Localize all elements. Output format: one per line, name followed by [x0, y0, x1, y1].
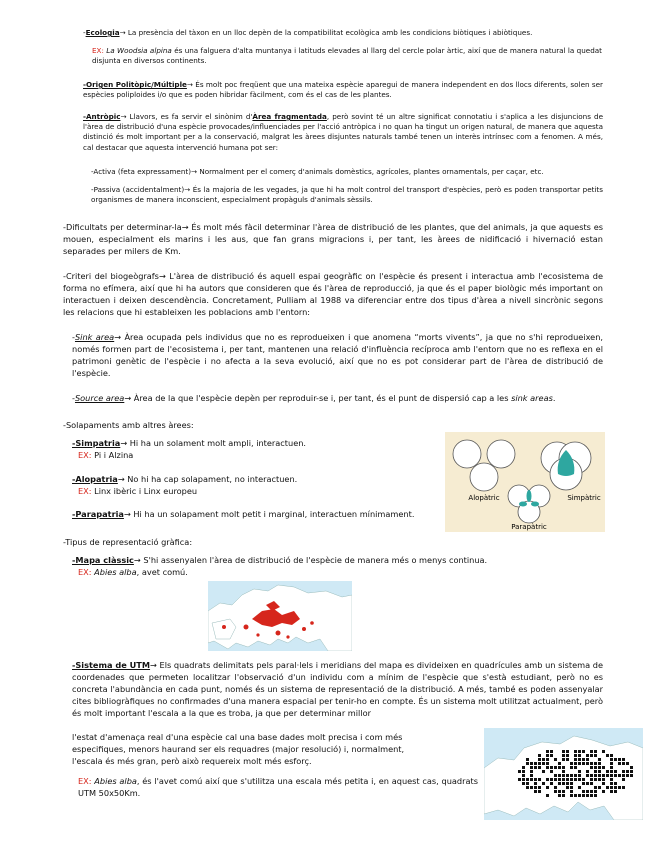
parapatric-overlap-right [531, 502, 539, 507]
utm-square [558, 782, 561, 785]
classic-map-svg [208, 581, 352, 651]
utm-square [558, 794, 561, 797]
paragraph-origen-politopic: -Origen Politòpic/Múltiple→ És molt poc freqüent que una mateixa espècie aparegui de manera independent en dos llocs diferents, solen ser espècies poliploides i/o que es poden hibridar fàcilment, com és el cas de les plantes. [83, 80, 604, 100]
utm-square [562, 754, 565, 757]
utm-square [562, 766, 565, 769]
utm-square [610, 790, 613, 793]
utm-square [550, 754, 553, 757]
utm-square [578, 786, 581, 789]
item-mapa-classic: -Mapa clàssic→ S'hi assenyalen l'àrea de distribució de l'espècie de manera més o menys continua. EX: Abies alba, avet comú. [72, 555, 488, 577]
utm-square [558, 778, 561, 781]
utm-square [622, 758, 625, 761]
utm-square [574, 774, 577, 777]
utm-square [558, 774, 561, 777]
utm-square [602, 790, 605, 793]
utm-square [618, 774, 621, 777]
utm-square [546, 794, 549, 797]
utm-square [566, 782, 569, 785]
utm-square [570, 794, 573, 797]
utm-square [598, 762, 601, 765]
utm-square [586, 790, 589, 793]
utm-square [602, 782, 605, 785]
utm-square [554, 790, 557, 793]
utm-square [622, 786, 625, 789]
utm-square [538, 762, 541, 765]
term-sink-area: Sink area [74, 332, 115, 342]
alopatric-circle-a [453, 440, 481, 468]
paragraph-antropic: -Antròpic→ Llavors, es fa servir el sinònim d'Àrea fragmentada, però sovint té un altre significat connotatiu i s'aplica a les disjuncions de l'àrea de distribució d'una espècie provocades/influenciades per l'acció antròpica i no quan ha tingut un origen natural, de manera que aquesta distinció és molt important per a la conservació, malgrat les àrees disjuntes naturals també tenen un interès intrínsec com a fenomen. A més, cal destacar que aquesta intervenció humana pot ser: [83, 112, 603, 152]
utm-square [602, 774, 605, 777]
utm-square [562, 774, 565, 777]
utm-square [534, 786, 537, 789]
item-alopatria: -Alopatria→ No hi ha cap solapament, no interactuen. EX: Linx ibèric i Linx europeu [72, 474, 298, 496]
utm-square [566, 758, 569, 761]
paragraph-criteri: -Criteri del biogeògrafs→ L'àrea de distribució és aquell espai geogràfic on l'espècie és present i interactua amb l'ecosistema de forma no efímera, així que hi ha autors que consideren que és l'àrea de reproducció, ja que és el paper biològic més important on interactuen i deixen descendència. Concretament, Pulliam al 1988 va diferenciar entre dos tipus d'àrea a nivell sincrònic segons les relacions que hi estableixen les poblacions amb l'entorn: [63, 271, 603, 317]
utm-square [534, 778, 537, 781]
utm-square [622, 774, 625, 777]
utm-square [598, 774, 601, 777]
utm-square [626, 774, 629, 777]
utm-square [546, 766, 549, 769]
utm-square [558, 762, 561, 765]
label-parapatric: Parapàtric [511, 523, 547, 531]
utm-square [526, 778, 529, 781]
item-simpatria: -Simpatria→ Hi ha un solament molt ampli, interactuen. EX: Pi i Alzina [72, 438, 307, 460]
utm-square [606, 770, 609, 773]
utm-square [554, 766, 557, 769]
utm-square [582, 762, 585, 765]
utm-square [530, 778, 533, 781]
utm-square [594, 794, 597, 797]
utm-square [530, 786, 533, 789]
utm-square [570, 762, 573, 765]
utm-square [582, 758, 585, 761]
paragraph-sink-area: -Sink area→ Àrea ocupada pels individus que no es reprodueixen i que anomena “morts vivents”, ja que no s'hi reprodueixen, només formen part de l'ecosistema i, per tant, mantenen una relació d'influència recíproca amb l'entorn que no es reflexa en el patrimoni genètic de l'espècie i no afecta a la seva evolució, així que no es pot considerar part de l'àrea de distribució de l'espècie. [72, 332, 603, 378]
utm-square [582, 790, 585, 793]
utm-square [626, 770, 629, 773]
utm-square [594, 750, 597, 753]
utm-square [594, 786, 597, 789]
utm-square [530, 766, 533, 769]
utm-square [618, 758, 621, 761]
utm-square [602, 750, 605, 753]
distribution-patch-7 [286, 635, 289, 638]
utm-square [578, 778, 581, 781]
utm-square [610, 782, 613, 785]
utm-square [550, 770, 553, 773]
utm-square [610, 766, 613, 769]
utm-square [586, 754, 589, 757]
term-ecologia: Ecologia [85, 28, 120, 37]
utm-square [546, 758, 549, 761]
utm-square [522, 774, 525, 777]
utm-square [574, 766, 577, 769]
utm-square [562, 790, 565, 793]
utm-square [594, 774, 597, 777]
utm-square [594, 762, 597, 765]
utm-square [570, 766, 573, 769]
utm-square [586, 762, 589, 765]
utm-square [570, 778, 573, 781]
utm-square [534, 766, 537, 769]
utm-square [598, 786, 601, 789]
utm-square [574, 778, 577, 781]
utm-square [538, 758, 541, 761]
utm-square [614, 786, 617, 789]
utm-square [546, 778, 549, 781]
utm-square [622, 762, 625, 765]
utm-square [554, 774, 557, 777]
utm-square [590, 774, 593, 777]
utm-square [550, 766, 553, 769]
utm-square [590, 782, 593, 785]
utm-square [538, 786, 541, 789]
utm-square [562, 750, 565, 753]
utm-square [538, 754, 541, 757]
heading-solapaments: -Solapaments amb altres àrees: [63, 420, 194, 430]
utm-square [566, 778, 569, 781]
utm-square [622, 778, 625, 781]
utm-square [578, 762, 581, 765]
utm-square [622, 770, 625, 773]
utm-square [630, 766, 633, 769]
utm-square [606, 774, 609, 777]
paragraph-utm-continued: l'estat d'amenaça real d'una espècie cal una base dades molt precisa i com més especifiques, menors haurand ser els requadres (major resolució) i, normalment, l'escala és més gran, però això requereix molt més esforç. [72, 732, 405, 766]
utm-square [606, 786, 609, 789]
label-simpatric: Simpàtric [567, 494, 601, 502]
example-utm: EX: Abies alba, és l'avet comú així que s'utilitza una escala més petita i, en aquest cas, quadrats UTM 50x50Km. [78, 776, 478, 798]
utm-square [598, 770, 601, 773]
term-source-area: Source area [74, 393, 125, 403]
utm-square [550, 778, 553, 781]
utm-square [586, 794, 589, 797]
utm-square [554, 778, 557, 781]
utm-square [546, 754, 549, 757]
alopatric-circle-b [487, 440, 515, 468]
utm-square [598, 766, 601, 769]
utm-square [574, 762, 577, 765]
paragraph-utm: -Sistema de UTM→ Els quadrats delimitats pels paral·lels i meridians del mapa es divideixen en quadrícules amb un sistema de coordenades que permeten localitzar l'observació d'un individu com a mínim de l'espècie que s'està estudiant, però no es concreta l'abundància en cada punt, només és un sistema de representació de la distribució. A més, també es poden assenyalar cites bibliogràfiques no confirmades d'una manera espacial per tenir-ho en compte. És un sistema molt utilitzat actualment, però és molt important l'escala a la que es troba, ja que per determinar millor [72, 660, 604, 718]
label-alopatric: Alopàtric [468, 494, 500, 502]
utm-square [522, 778, 525, 781]
utm-square [630, 774, 633, 777]
utm-square [602, 778, 605, 781]
utm-square [574, 754, 577, 757]
utm-square [618, 762, 621, 765]
utm-square [630, 770, 633, 773]
distribution-patch-3 [276, 631, 281, 636]
utm-square [558, 766, 561, 769]
overlap-diagram [445, 432, 605, 532]
utm-square [570, 782, 573, 785]
utm-square [526, 786, 529, 789]
distribution-patch-4 [302, 627, 306, 631]
utm-square [562, 782, 565, 785]
utm-square [598, 778, 601, 781]
utm-square [614, 770, 617, 773]
utm-square [594, 778, 597, 781]
utm-square [614, 782, 617, 785]
utm-square [542, 758, 545, 761]
utm-square [566, 786, 569, 789]
utm-square [610, 778, 613, 781]
parapatric-overlap-top [527, 490, 532, 502]
utm-square [546, 786, 549, 789]
utm-square [538, 790, 541, 793]
utm-square [570, 786, 573, 789]
utm-square [558, 790, 561, 793]
utm-square [590, 766, 593, 769]
utm-square [566, 774, 569, 777]
utm-square [562, 770, 565, 773]
utm-grid-map [484, 728, 643, 820]
utm-square [582, 778, 585, 781]
utm-square [582, 750, 585, 753]
paragraph-activa: -Activa (feta expressament)→ Normalment per el comerç d'animals domèstics, agrícoles, plantes ornamentals, per caçar, etc. [91, 167, 544, 176]
utm-square [530, 770, 533, 773]
distribution-patch-1 [222, 625, 226, 629]
utm-square [590, 750, 593, 753]
utm-square [594, 754, 597, 757]
utm-square [546, 762, 549, 765]
utm-square [586, 782, 589, 785]
utm-square [586, 770, 589, 773]
utm-square [550, 750, 553, 753]
utm-square [522, 766, 525, 769]
utm-square [582, 782, 585, 785]
utm-square [578, 794, 581, 797]
alopatric-circle-c [470, 463, 498, 491]
utm-square [566, 750, 569, 753]
utm-square [522, 770, 525, 773]
utm-square [578, 754, 581, 757]
heading-tipus-representacio: -Tipus de representació gràfica: [63, 537, 193, 547]
utm-square [570, 790, 573, 793]
distribution-patch-2 [244, 625, 249, 630]
utm-square [518, 770, 521, 773]
utm-map-svg [484, 728, 643, 820]
utm-square [598, 758, 601, 761]
utm-square [578, 774, 581, 777]
utm-square [618, 786, 621, 789]
utm-square [518, 778, 521, 781]
utm-square [574, 794, 577, 797]
utm-square [578, 770, 581, 773]
utm-square [606, 754, 609, 757]
utm-square [574, 758, 577, 761]
utm-square [590, 778, 593, 781]
utm-square [522, 782, 525, 785]
utm-square [526, 758, 529, 761]
utm-square [614, 790, 617, 793]
utm-square [586, 774, 589, 777]
utm-square [614, 774, 617, 777]
utm-square [538, 766, 541, 769]
paragraph-source-area: -Source area→ Àrea de la que l'espècie depèn per reproduir-se i, per tant, és el punt de dispersió cap a les sink areas. [72, 393, 556, 403]
utm-square [578, 758, 581, 761]
utm-square [542, 770, 545, 773]
utm-square [586, 758, 589, 761]
utm-square [542, 762, 545, 765]
utm-square [610, 774, 613, 777]
utm-square [602, 766, 605, 769]
utm-square [562, 778, 565, 781]
utm-square [566, 754, 569, 757]
utm-square [554, 786, 557, 789]
paragraph-dificultats: -Dificultats per determinar-la→ És molt més fàcil determinar l'àrea de distribució de les plantes, que del animals, ja que aquests es mouen, especialment els marins i les aus, que fan grans migracions i, per tant, les àrees de nidificació i hivernació estan separades per milers de Km. [63, 222, 603, 256]
utm-square [534, 790, 537, 793]
utm-square [610, 786, 613, 789]
utm-square [610, 762, 613, 765]
utm-square [574, 750, 577, 753]
paragraph-passiva: -Passiva (accidentalment)→ És la majoria de les vegades, ja que hi ha molt control del transport d'espècies, però es poden transportar petits organismes de manera inconscient, especialment propàguls d'animals sèssils. [91, 185, 603, 205]
utm-square [554, 758, 557, 761]
utm-square [610, 758, 613, 761]
distribution-patch-6 [256, 633, 259, 636]
utm-square [530, 762, 533, 765]
utm-square [590, 762, 593, 765]
classic-distribution-map [208, 581, 352, 651]
utm-square [562, 794, 565, 797]
paragraph-ecologia: -Ecologia→ La presència del tàxon en un lloc depèn de la compatibilitat ecològica amb les condicions biòtiques i abiòtiques. [83, 28, 533, 37]
utm-square [526, 782, 529, 785]
utm-square [542, 782, 545, 785]
item-parapatria: -Parapatria→ Hi ha un solapament molt petit i marginal, interactuen mínimament. [72, 509, 415, 519]
example-woodsia: EX: La Woodsia alpina és una falguera d'alta muntanya i latituds elevades al llarg del cercle polar àrtic, així que de manera natural la quedat disjunta en diversos continents. [92, 46, 602, 66]
utm-square [530, 774, 533, 777]
utm-square [610, 770, 613, 773]
utm-square [534, 782, 537, 785]
utm-square [578, 750, 581, 753]
utm-square [594, 766, 597, 769]
utm-square [538, 778, 541, 781]
utm-square [570, 774, 573, 777]
utm-square [590, 754, 593, 757]
utm-square [582, 794, 585, 797]
utm-square [594, 790, 597, 793]
utm-square [626, 762, 629, 765]
utm-square [610, 754, 613, 757]
utm-square [550, 782, 553, 785]
utm-square [590, 794, 593, 797]
parapatric-overlap-left [519, 502, 527, 507]
utm-square [614, 758, 617, 761]
utm-square [594, 770, 597, 773]
utm-square [562, 758, 565, 761]
utm-square [590, 790, 593, 793]
utm-square [534, 762, 537, 765]
utm-square [526, 762, 529, 765]
distribution-patch-5 [310, 621, 314, 625]
utm-square [546, 750, 549, 753]
